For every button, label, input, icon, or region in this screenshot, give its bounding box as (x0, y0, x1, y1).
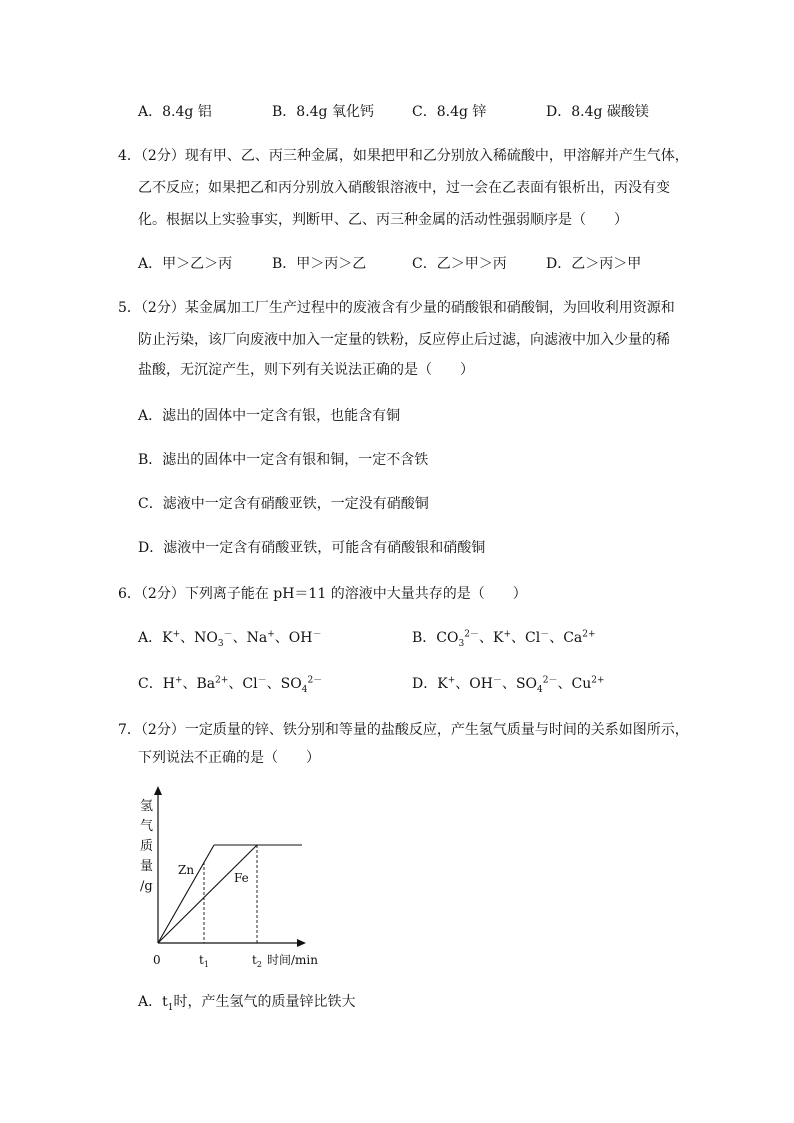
t2-label: $t_2$ (252, 953, 262, 969)
y-axis-arrow (154, 786, 162, 795)
ion-cl: 、Cl (510, 630, 541, 646)
q6-option-a (138, 628, 321, 648)
subscript: 3 (458, 638, 465, 649)
charge: + (172, 629, 181, 640)
charge: － (257, 675, 267, 686)
ion-no3: 、NO (180, 630, 218, 646)
charge: 2+ (582, 629, 596, 640)
zn-curve (158, 845, 214, 943)
ion-na: 、Na (232, 630, 268, 646)
y-label-char: 质 (140, 839, 154, 854)
q5-option-c: C．滤液中一定含有硝酸亚铁，一定没有硝酸铜 (138, 496, 429, 512)
y-label-char: 气 (140, 819, 154, 834)
ion-h: H (162, 676, 175, 692)
subscript: 1 (167, 1002, 174, 1013)
y-label-unit: /g (140, 879, 153, 894)
q4-option-c: C．乙＞甲＞丙 (412, 256, 507, 272)
charge: － (223, 629, 233, 640)
fe-curve (158, 845, 257, 943)
zn-label: Zn (178, 863, 195, 877)
ion-ca: 、Ca (549, 630, 583, 646)
charge: + (447, 675, 456, 686)
subscript: 3 (217, 638, 224, 649)
option-text: 时，产生氢气的质量锌比铁大 (173, 994, 356, 1010)
ion-oh: 、OH (274, 630, 313, 646)
charge: + (503, 629, 511, 640)
q7-stem-line-1: 7．（2分）一定质量的锌、铁分别和等量的盐酸反应，产生氢气质量与时间的关系如图所示， (118, 722, 689, 738)
q5-option-d: D．滤液中一定含有硝酸亚铁，可能含有硝酸银和硝酸铜 (138, 540, 486, 556)
y-label-char: 量 (140, 859, 154, 874)
option-prefix: C． (138, 676, 163, 692)
charge: － (492, 675, 502, 686)
x-axis-arrow (297, 939, 306, 947)
t1-label: $t_1$ (199, 953, 209, 969)
q6-option-b (412, 628, 596, 648)
ion-so4: 、SO (501, 676, 538, 692)
option-prefix: A． (138, 630, 163, 646)
y-label-char: 氢 (140, 799, 154, 814)
charge: － (540, 629, 550, 640)
q5-stem-line-1: 5．（2分）某金属加工厂生产过程中的废液含有少量的硝酸银和硝酸铜，为回收利用资源和 (118, 300, 675, 316)
q3-option-b: B．8.4g 氧化钙 (272, 104, 374, 120)
charge: 2－ (307, 675, 323, 686)
charge: + (267, 629, 275, 640)
ion-co3: CO (436, 630, 459, 646)
charge: 2+ (215, 675, 229, 686)
charge: 2－ (542, 675, 558, 686)
ion-ba: 、Ba (182, 676, 216, 692)
charge: + (174, 675, 183, 686)
q6-option-c (138, 674, 322, 694)
q5-stem-line-3: 盐酸，无沉淀产生，则下列有关说法正确的是（ ） (138, 362, 474, 378)
ion-so4: 、SO (266, 676, 302, 692)
q4-stem-line-1: 4．（2分）现有甲、乙、丙三种金属，如果把甲和乙分别放入稀硫酸中，甲溶解并产生气体， (118, 148, 689, 164)
origin-label: 0 (153, 953, 161, 967)
option-prefix: D． (412, 676, 438, 692)
x-axis-label: 时间/min (267, 953, 318, 967)
q3-option-c: C．8.4g 锌 (412, 104, 487, 120)
ion-k: 、K (478, 630, 504, 646)
q5-option-b: B．滤出的固体中一定含有银和铜，一定不含铁 (138, 452, 429, 468)
q5-stem-line-2: 防止污染，该厂向废液中加入一定量的铁粉，反应停止后过滤，向滤液中加入少量的稀 (138, 332, 670, 348)
subscript: 4 (301, 684, 308, 695)
q6-stem: 6．（2分）下列离子能在 pH＝11 的溶液中大量共存的是（ ） (118, 586, 527, 602)
hydrogen-time-graph (128, 778, 348, 978)
ion-cl: 、Cl (228, 676, 258, 692)
fe-label: Fe (234, 871, 249, 885)
q3-option-d: D．8.4g 碳酸镁 (546, 104, 649, 120)
ion-k: K (162, 630, 173, 646)
subscript: 4 (537, 684, 543, 695)
q6-option-d (412, 674, 605, 694)
q4-option-b: B．甲＞丙＞乙 (272, 256, 367, 272)
charge: 2－ (464, 629, 479, 640)
q4-option-a: A．甲＞乙＞丙 (138, 256, 233, 272)
q4-stem-line-2: 乙不反应；如果把乙和丙分别放入硝酸银溶液中，过一会在乙表面有银析出，丙没有变 (138, 180, 670, 196)
q5-option-a: A．滤出的固体中一定含有银，也能含有铜 (138, 408, 401, 424)
ion-oh: 、OH (455, 676, 493, 692)
q3-option-a: A．8.4g 铝 (138, 104, 212, 120)
option-prefix: A．t (138, 994, 168, 1010)
q4-option-d: D．乙＞丙＞甲 (546, 256, 642, 272)
q7-stem-line-2: 下列说法不正确的是（ ） (138, 750, 320, 766)
ion-k: K (437, 676, 448, 692)
charge: － (312, 629, 322, 640)
q7-option-a (138, 992, 355, 1012)
option-prefix: B． (412, 630, 437, 646)
q4-stem-line-3: 化。根据以上实验事实，判断甲、乙、丙三种金属的活动性强弱顺序是（ ） (138, 212, 628, 228)
charge: 2+ (591, 675, 605, 686)
ion-cu: 、Cu (557, 676, 592, 692)
